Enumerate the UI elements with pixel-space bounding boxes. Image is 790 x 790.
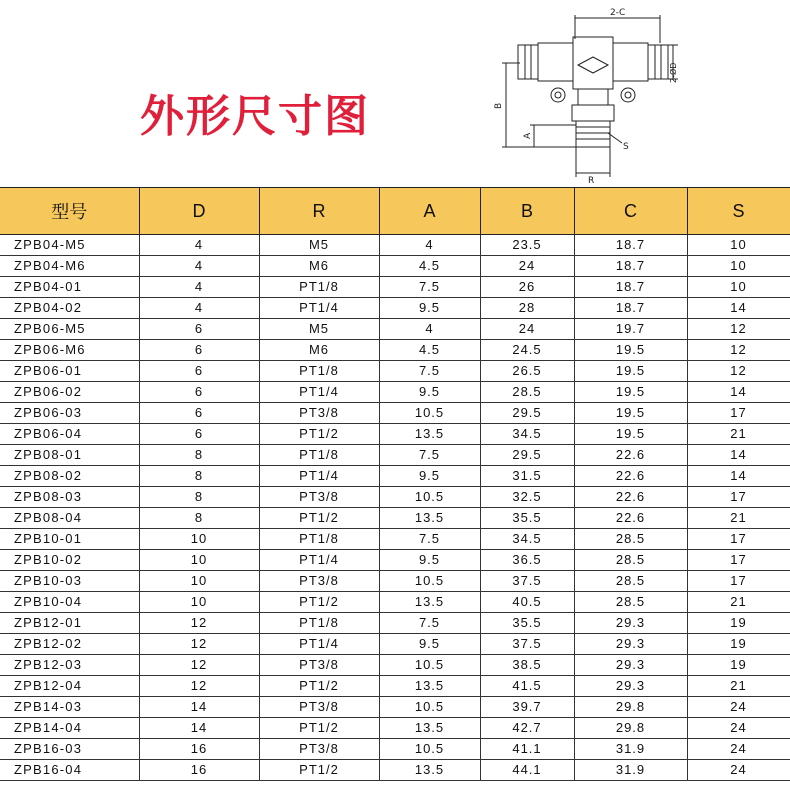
table-cell: 21 xyxy=(687,508,790,529)
table-cell: 10.5 xyxy=(379,655,480,676)
table-cell: 17 xyxy=(687,550,790,571)
table-cell: PT1/4 xyxy=(259,634,379,655)
table-cell: ZPB06-03 xyxy=(0,403,139,424)
table-cell: ZPB06-02 xyxy=(0,382,139,403)
table-cell: 6 xyxy=(139,403,259,424)
table-cell: 17 xyxy=(687,571,790,592)
table-cell: 9.5 xyxy=(379,550,480,571)
table-cell: 14 xyxy=(687,298,790,319)
label-b: B xyxy=(494,102,504,109)
table-cell: ZPB14-03 xyxy=(0,697,139,718)
table-cell: 19.7 xyxy=(574,319,687,340)
table-cell: 14 xyxy=(139,718,259,739)
table-row xyxy=(0,655,790,676)
table-row xyxy=(0,739,790,760)
table-row xyxy=(0,697,790,718)
table-cell: ZPB04-01 xyxy=(0,277,139,298)
table-cell: 24 xyxy=(687,697,790,718)
table-cell: 10 xyxy=(139,571,259,592)
table-cell: 28.5 xyxy=(574,571,687,592)
table-cell: 29.3 xyxy=(574,634,687,655)
table-cell: 13.5 xyxy=(379,676,480,697)
table-cell: 29.8 xyxy=(574,697,687,718)
table-cell: ZPB10-02 xyxy=(0,550,139,571)
table-cell: 10.5 xyxy=(379,487,480,508)
table-cell: PT1/8 xyxy=(259,277,379,298)
table-cell: 28.5 xyxy=(480,382,574,403)
table-cell: 13.5 xyxy=(379,718,480,739)
table-cell: 19.5 xyxy=(574,340,687,361)
table-cell: M5 xyxy=(259,319,379,340)
table-cell: 19 xyxy=(687,613,790,634)
table-cell: 10.5 xyxy=(379,571,480,592)
table-header-row xyxy=(0,188,790,235)
table-cell: 7.5 xyxy=(379,529,480,550)
table-cell: ZPB06-M6 xyxy=(0,340,139,361)
table-cell: 19.5 xyxy=(574,382,687,403)
table-cell: PT3/8 xyxy=(259,739,379,760)
table-cell: 12 xyxy=(687,319,790,340)
table-cell: 19.5 xyxy=(574,403,687,424)
table-cell: 41.5 xyxy=(480,676,574,697)
table-cell: 13.5 xyxy=(379,592,480,613)
table-cell: ZPB12-01 xyxy=(0,613,139,634)
table-cell: 7.5 xyxy=(379,445,480,466)
table-cell: PT1/8 xyxy=(259,529,379,550)
label-a: A xyxy=(523,132,533,139)
table-cell: 13.5 xyxy=(379,760,480,781)
table-row xyxy=(0,760,790,781)
table-cell: 4 xyxy=(379,235,480,256)
table-cell: 19.5 xyxy=(574,424,687,445)
table-cell: 8 xyxy=(139,487,259,508)
table-cell: 35.5 xyxy=(480,508,574,529)
table-cell: 7.5 xyxy=(379,613,480,634)
table-cell: PT3/8 xyxy=(259,487,379,508)
table-cell: 7.5 xyxy=(379,277,480,298)
table-cell: PT1/2 xyxy=(259,718,379,739)
table-cell: 14 xyxy=(687,382,790,403)
table-cell: ZPB12-02 xyxy=(0,634,139,655)
table-cell: 17 xyxy=(687,529,790,550)
table-cell: PT3/8 xyxy=(259,655,379,676)
table-cell: 28 xyxy=(480,298,574,319)
table-cell: 37.5 xyxy=(480,634,574,655)
table-cell: 4 xyxy=(379,319,480,340)
table-cell: 8 xyxy=(139,466,259,487)
table-cell: 12 xyxy=(139,613,259,634)
table-cell: PT1/8 xyxy=(259,613,379,634)
table-cell: 18.7 xyxy=(574,298,687,319)
table-cell: 29.8 xyxy=(574,718,687,739)
table-cell: 40.5 xyxy=(480,592,574,613)
table-cell: 41.1 xyxy=(480,739,574,760)
table-cell: 12 xyxy=(139,655,259,676)
table-row xyxy=(0,256,790,277)
spec-table xyxy=(0,187,790,781)
column-header: D xyxy=(139,188,259,235)
table-cell: PT3/8 xyxy=(259,571,379,592)
table-row xyxy=(0,298,790,319)
table-cell: ZPB14-04 xyxy=(0,718,139,739)
table-cell: 9.5 xyxy=(379,298,480,319)
table-cell: ZPB12-03 xyxy=(0,655,139,676)
table-cell: 44.1 xyxy=(480,760,574,781)
table-cell: ZPB08-04 xyxy=(0,508,139,529)
table-cell: PT1/2 xyxy=(259,676,379,697)
table-cell: 10 xyxy=(687,235,790,256)
table-cell: 10 xyxy=(139,592,259,613)
table-cell: ZPB06-04 xyxy=(0,424,139,445)
table-cell: 24 xyxy=(687,760,790,781)
table-cell: 19.5 xyxy=(574,361,687,382)
label-2d: 2-ØD xyxy=(669,62,678,83)
table-cell: 10 xyxy=(687,277,790,298)
table-row xyxy=(0,718,790,739)
label-s: S xyxy=(623,142,629,152)
table-cell: 26 xyxy=(480,277,574,298)
table-cell: 14 xyxy=(139,697,259,718)
table-row xyxy=(0,592,790,613)
table-cell: PT3/8 xyxy=(259,697,379,718)
table-cell: 19 xyxy=(687,634,790,655)
table-cell: 4 xyxy=(139,235,259,256)
table-cell: PT1/4 xyxy=(259,298,379,319)
table-cell: 12 xyxy=(139,634,259,655)
table-cell: 10 xyxy=(139,529,259,550)
table-cell: 24.5 xyxy=(480,340,574,361)
table-cell: 17 xyxy=(687,403,790,424)
table-cell: 4.5 xyxy=(379,340,480,361)
table-row xyxy=(0,466,790,487)
table-cell: 12 xyxy=(139,676,259,697)
table-row xyxy=(0,235,790,256)
table-cell: ZPB04-M5 xyxy=(0,235,139,256)
table-cell: PT1/8 xyxy=(259,445,379,466)
table-cell: 21 xyxy=(687,676,790,697)
table-cell: 16 xyxy=(139,760,259,781)
table-cell: 13.5 xyxy=(379,424,480,445)
table-cell: ZPB12-04 xyxy=(0,676,139,697)
table-row xyxy=(0,613,790,634)
table-cell: 19 xyxy=(687,655,790,676)
column-header: B xyxy=(480,188,574,235)
table-cell: 9.5 xyxy=(379,382,480,403)
table-cell: PT1/8 xyxy=(259,361,379,382)
table-cell: 4 xyxy=(139,298,259,319)
table-cell: 10.5 xyxy=(379,403,480,424)
table-cell: 9.5 xyxy=(379,466,480,487)
column-header: R xyxy=(259,188,379,235)
table-cell: 8 xyxy=(139,508,259,529)
table-cell: 18.7 xyxy=(574,235,687,256)
table-cell: 6 xyxy=(139,340,259,361)
table-cell: 24 xyxy=(687,718,790,739)
label-2c: 2-C xyxy=(610,8,626,18)
table-row xyxy=(0,550,790,571)
table-cell: 29.5 xyxy=(480,445,574,466)
table-cell: 26.5 xyxy=(480,361,574,382)
table-cell: 6 xyxy=(139,424,259,445)
table-cell: 24 xyxy=(687,739,790,760)
table-row xyxy=(0,445,790,466)
table-row xyxy=(0,424,790,445)
table-cell: 14 xyxy=(687,445,790,466)
table-cell: M6 xyxy=(259,340,379,361)
table-cell: 29.3 xyxy=(574,676,687,697)
table-cell: ZPB06-M5 xyxy=(0,319,139,340)
table-cell: 36.5 xyxy=(480,550,574,571)
table-row xyxy=(0,634,790,655)
table-cell: PT1/2 xyxy=(259,424,379,445)
table-cell: 22.6 xyxy=(574,445,687,466)
table-cell: ZPB16-04 xyxy=(0,760,139,781)
table-row xyxy=(0,487,790,508)
table-cell: 14 xyxy=(687,466,790,487)
table-cell: 35.5 xyxy=(480,613,574,634)
table-cell: ZPB10-01 xyxy=(0,529,139,550)
table-cell: 21 xyxy=(687,424,790,445)
column-header: S xyxy=(687,188,790,235)
table-cell: PT1/2 xyxy=(259,592,379,613)
table-cell: 29.5 xyxy=(480,403,574,424)
table-cell: 12 xyxy=(687,361,790,382)
table-cell: 6 xyxy=(139,319,259,340)
table-cell: ZPB10-03 xyxy=(0,571,139,592)
table-cell: ZPB08-02 xyxy=(0,466,139,487)
table-cell: 4 xyxy=(139,256,259,277)
table-cell: 38.5 xyxy=(480,655,574,676)
table-cell: 34.5 xyxy=(480,424,574,445)
table-cell: 42.7 xyxy=(480,718,574,739)
table-cell: 37.5 xyxy=(480,571,574,592)
table-cell: 17 xyxy=(687,487,790,508)
table-row xyxy=(0,382,790,403)
table-cell: M5 xyxy=(259,235,379,256)
table-cell: 10 xyxy=(139,550,259,571)
table-row xyxy=(0,340,790,361)
table-cell: 22.6 xyxy=(574,487,687,508)
column-header: C xyxy=(574,188,687,235)
column-header: A xyxy=(379,188,480,235)
table-cell: 10 xyxy=(687,256,790,277)
table-cell: PT1/4 xyxy=(259,466,379,487)
table-cell: ZPB16-03 xyxy=(0,739,139,760)
table-cell: PT1/2 xyxy=(259,760,379,781)
table-cell: 18.7 xyxy=(574,277,687,298)
table-cell: 18.7 xyxy=(574,256,687,277)
table-cell: ZPB08-01 xyxy=(0,445,139,466)
table-cell: 9.5 xyxy=(379,634,480,655)
table-row xyxy=(0,508,790,529)
table-cell: 28.5 xyxy=(574,529,687,550)
table-cell: 6 xyxy=(139,361,259,382)
table-row xyxy=(0,277,790,298)
label-r: R xyxy=(588,176,595,185)
table-cell: 4 xyxy=(139,277,259,298)
table-cell: 29.3 xyxy=(574,613,687,634)
table-cell: ZPB06-01 xyxy=(0,361,139,382)
table-cell: M6 xyxy=(259,256,379,277)
table-cell: 24 xyxy=(480,256,574,277)
table-row xyxy=(0,571,790,592)
table-cell: 7.5 xyxy=(379,361,480,382)
dimension-drawing xyxy=(490,5,680,185)
table-row xyxy=(0,676,790,697)
table-cell: PT3/8 xyxy=(259,403,379,424)
table-cell: PT1/4 xyxy=(259,382,379,403)
table-cell: 12 xyxy=(687,340,790,361)
table-row xyxy=(0,403,790,424)
table-cell: PT1/2 xyxy=(259,508,379,529)
table-cell: ZPB04-02 xyxy=(0,298,139,319)
table-cell: 31.5 xyxy=(480,466,574,487)
table-cell: 28.5 xyxy=(574,550,687,571)
table-cell: 31.9 xyxy=(574,760,687,781)
table-cell: 22.6 xyxy=(574,508,687,529)
table-row xyxy=(0,361,790,382)
table-cell: ZPB08-03 xyxy=(0,487,139,508)
table-row xyxy=(0,529,790,550)
table-cell: 8 xyxy=(139,445,259,466)
table-row xyxy=(0,319,790,340)
table-cell: 39.7 xyxy=(480,697,574,718)
table-cell: 16 xyxy=(139,739,259,760)
table-cell: 6 xyxy=(139,382,259,403)
table-cell: 23.5 xyxy=(480,235,574,256)
table-cell: 13.5 xyxy=(379,508,480,529)
table-cell: 10.5 xyxy=(379,697,480,718)
table-cell: ZPB04-M6 xyxy=(0,256,139,277)
table-cell: PT1/4 xyxy=(259,550,379,571)
table-cell: 31.9 xyxy=(574,739,687,760)
table-cell: ZPB10-04 xyxy=(0,592,139,613)
table-cell: 21 xyxy=(687,592,790,613)
table-cell: 10.5 xyxy=(379,739,480,760)
table-cell: 4.5 xyxy=(379,256,480,277)
table-cell: 32.5 xyxy=(480,487,574,508)
table-cell: 24 xyxy=(480,319,574,340)
table-cell: 28.5 xyxy=(574,592,687,613)
column-header: 型号 xyxy=(0,188,139,235)
table-cell: 34.5 xyxy=(480,529,574,550)
table-cell: 22.6 xyxy=(574,466,687,487)
page-title: 外形尺寸图 xyxy=(140,91,370,142)
table-cell: 29.3 xyxy=(574,655,687,676)
